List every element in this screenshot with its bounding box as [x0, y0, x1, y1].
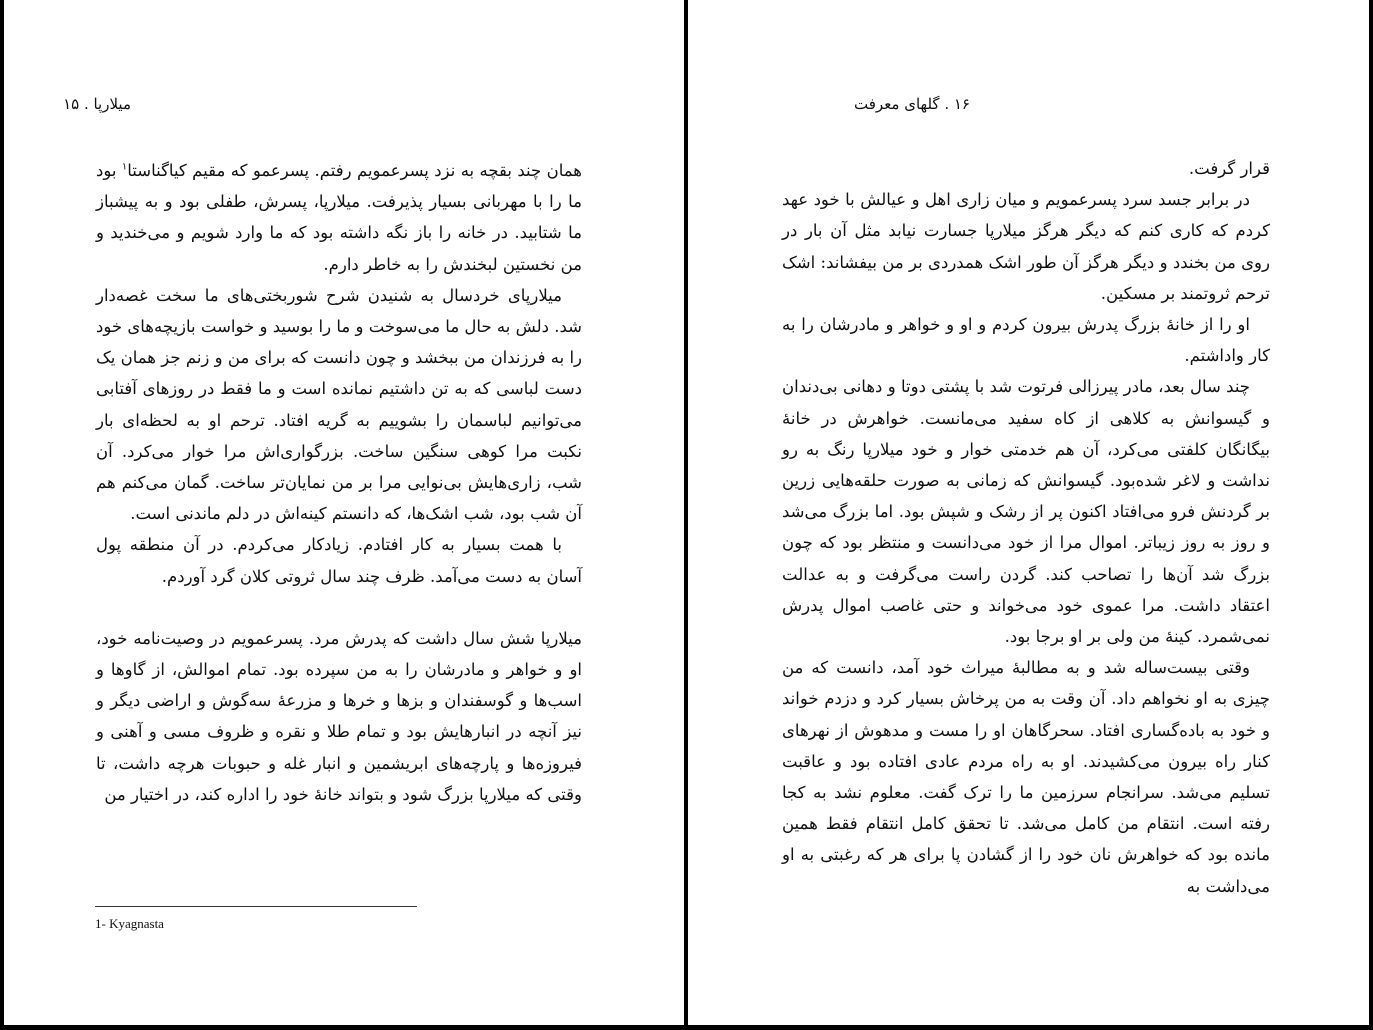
footnote-marker: ۱ [121, 161, 128, 173]
left-running-head: میلارپا . ۱۵ [63, 95, 131, 113]
right-border [1369, 0, 1373, 1030]
right-paragraph-2: در برابر جسد سرد پسرعمویم و میان زاری اهل و عیالش با خود عهد کردم که کاری کنم که دیگر هرگز میلارپا جسارت نیابد مثل آن بار در روی من بخندد و دیگر هرگز آن طور اشک همدردی بر من بیفشاند: اشک ترحم ثروتمند بر مسکین. [782, 190, 1270, 303]
left-paragraph-1 [96, 155, 582, 280]
right-paragraph-4: چند سال بعد، مادر پیرزالی فرتوت شد با پشتی دوتا و دهانی بی‌دندان و گیسوانش به کلاهی از کاه سفید می‌مانست. خواهرش در خانهٔ بیگانگان کلفتی می‌کرد، آن هم خدمتی خوار و خود میلارپا رنگ به رو نداشت و لاغر شده‌بود. گیسوانش که زمانی به صورت حلقه‌هایی زرین بر گردنش فرو می‌افتاد اکنون پر از رشک و شپش بود. اما بزرگ می‌شد و روز به روز زیباتر. اموال مرا از خود می‌دانست و منتظر بود که چون بزرگ شد آن‌ها را تصاحب کند. گردن راست می‌گرفت و به عدالت اعتقاد داشت. مرا عموی خود می‌خواند و حتی غاصب اموال پدرش نمی‌شمرد. کینهٔ من ولی بر او برجا بود. [782, 377, 1270, 647]
left-paragraph-4: میلارپا شش سال داشت که پدرش مرد. پسرعمویم در وصیت‌نامه خود، او و خواهر و مادرشان را به من سپرده بود. تمام اموالش، از گاوها و اسب‌ها و گوسفندان و بزها و خرها و مزرعهٔ سه‌گوش و اراضی دیگر و نیز آنچه در انبارهایش بود و تمام طلا و نقره و ظروف مسی و آهنی و فیروزه‌ها و پارچه‌های ابریشمین و انبار غله و حبوبات هرچه داشت، تا وقتی که میلارپا بزرگ شود و بتواند خانهٔ خود را اداره کند، در اختیار من [96, 628, 582, 804]
right-running-head: ۱۶ . گلهای معرفت [854, 95, 970, 113]
bottom-border [0, 1025, 1373, 1030]
right-text-block [782, 153, 1270, 902]
right-page [689, 0, 1373, 1030]
left-text-block [96, 155, 582, 810]
left-paragraph-1-end: بود [96, 161, 122, 180]
right-paragraph-3: او را از خانهٔ بزرگ پدرش بیرون کردم و او و خواهر و مادرشان را به کار واداشتم. [782, 315, 1270, 366]
left-paragraph-1-start: همان چند بقچه به نزد پسرعمویم رفتم. پسرعمو که مقیم کیاگناستا [127, 161, 582, 180]
left-page [0, 0, 685, 1030]
right-paragraph-1: قرار گرفت. [1188, 159, 1270, 178]
footnote-rule [95, 906, 417, 907]
spine-divider [684, 0, 688, 1030]
left-paragraph-3: با همت بسیار به کار افتادم. زیادکار می‌کردم. در آن منطقه پول آسان به دست می‌آمد. ظرف چند سال ثروتی کلان گرد آوردم. [96, 535, 582, 586]
right-paragraph-5: وقتی بیست‌ساله شد و به مطالبهٔ میراث خود آمد، دانست که من چیزی به او نخواهم داد. آن وقت به من پرخاش بسیار کرد و دزدم خواند و خود به باده‌گساری افتاد. سحرگاهان او را مست و مدهوش از نهرهای کنار راه بیرون می‌کشیدند. او به راه مردم عادی افتاده بود و عاقبت تسلیم می‌شد. سرانجام سرزمین ما را ترک گفت. معلوم نشد به کجا رفته است. انتقام من کامل می‌شد. تا تحقق کامل انتقام فقط همین مانده بود که خواهرش نان خود را از گشادن پا برای هر که رغبتی به او می‌داشت به [782, 658, 1270, 896]
left-paragraph-1-cont: ما را با مهربانی بسیار پذیرفت. میلارپا، پسرش، طفلی بود و به پیشباز ما شتابید. در خانه را باز نگه داشته بود که ما وارد شویم و می‌خندید و من نخستین لبخندش را به خاطر دارم. [96, 192, 582, 274]
left-paragraph-2: میلارپای خردسال به شنیدن شرح شوربختی‌های ما سخت غصه‌دار شد. دلش به حال ما می‌سوخت و ما را بوسید و خواست بازیچه‌های خود را به فرزندان من ببخشد و چون دانست که برای من و زنم جز همان یک دست لباسی که به تن داشتیم نمانده است و ما فقط در روزهای آفتابی می‌توانیم لباسمان را بشوییم به گریه افتاد. ترحم او به لحظه‌ای بار نکبت مرا کوهی سنگین ساخت. بزرگواری‌اش مرا خوار می‌کرد. آن شب، زاری‌هایش بی‌نوایی مرا بر من نمایان‌تر ساخت. گمان می‌کنم هم آن شب بود، شب اشک‌ها، که دانستم کینه‌اش در دلم ماندنی است. [96, 285, 582, 524]
footnote: 1- Kyagnasta [95, 916, 164, 931]
left-border [0, 0, 4, 1030]
